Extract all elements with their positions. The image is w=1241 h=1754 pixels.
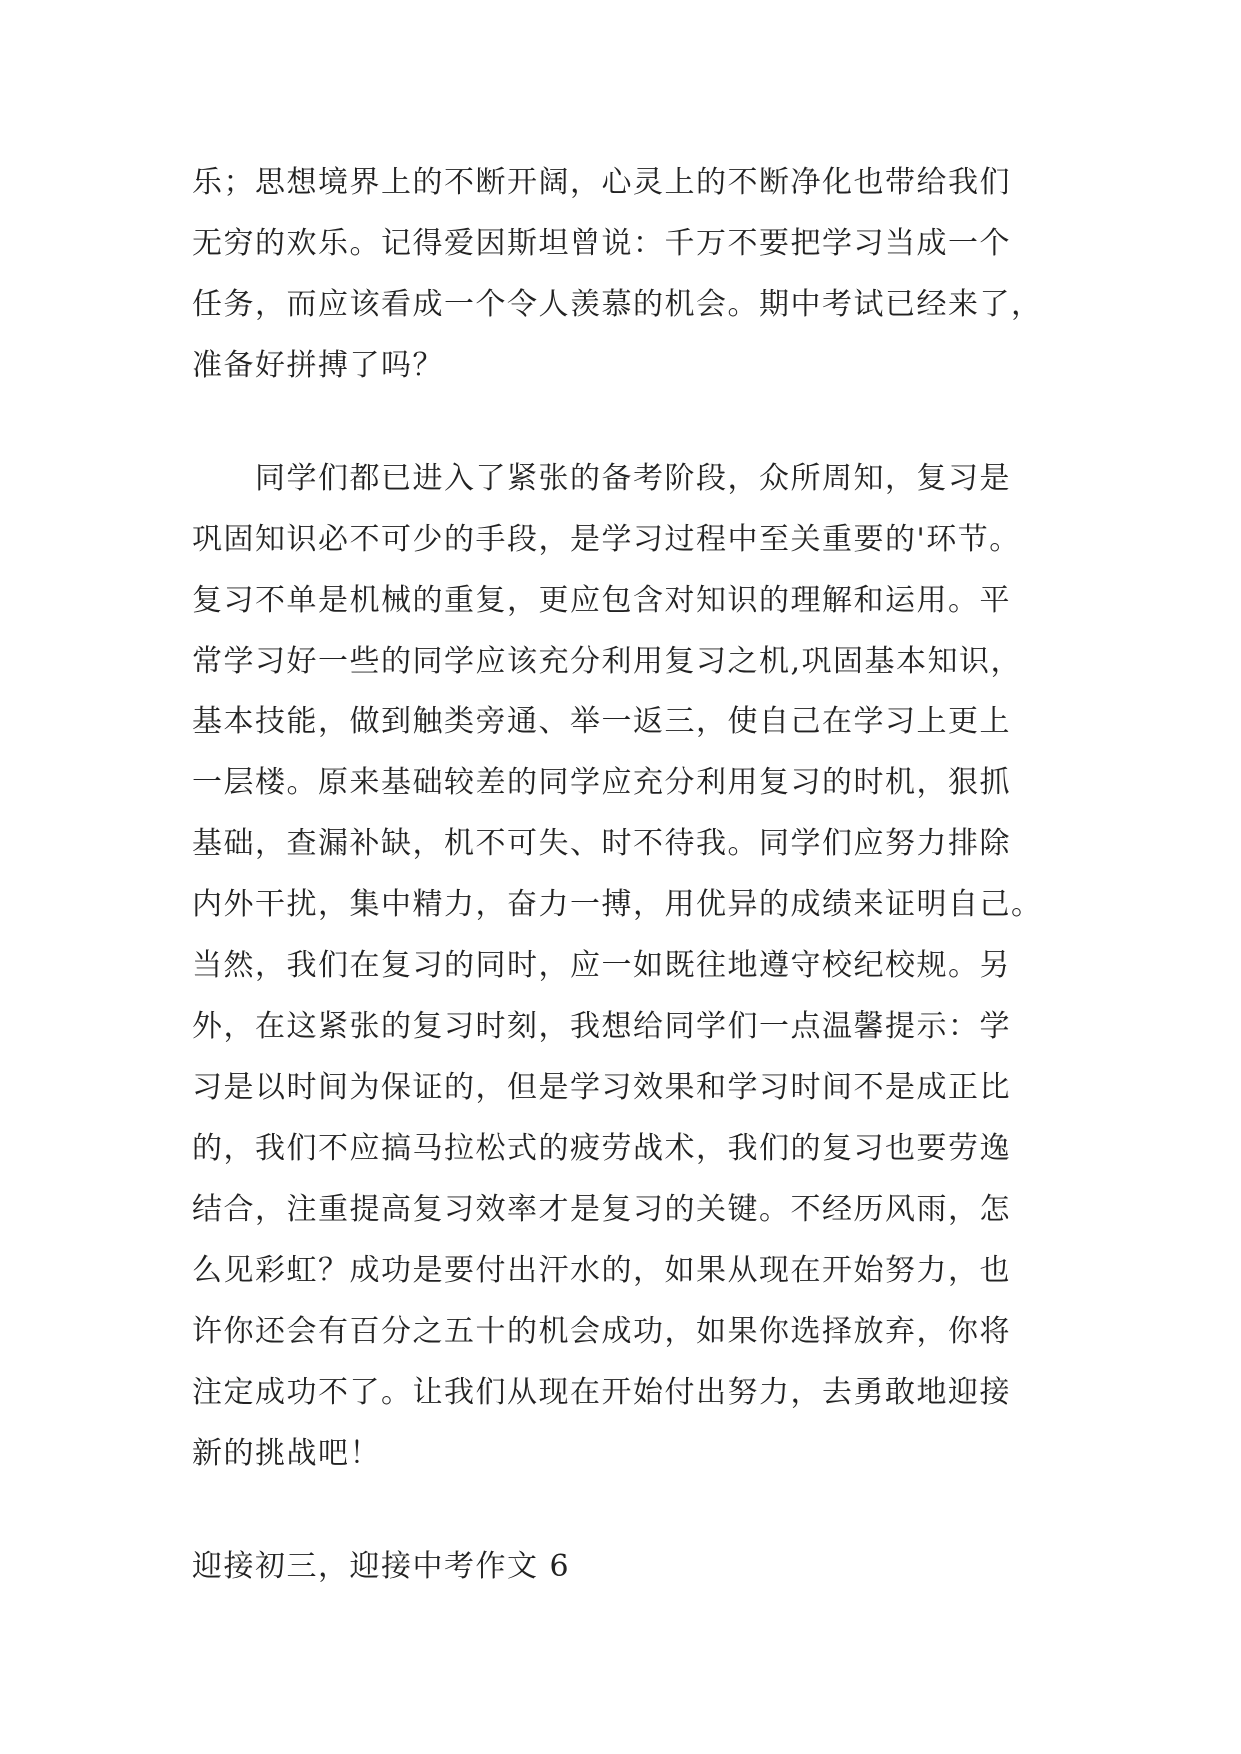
paragraph-line: 巩固知识必不可少的手段，是学习过程中至关重要的'环节。 <box>192 522 1021 557</box>
paragraph-line: 的，我们不应搞马拉松式的疲劳战术，我们的复习也要劳逸 <box>192 1131 1011 1166</box>
paragraph-line: 复习不单是机械的重复，更应包含对知识的理解和运用。平 <box>192 583 1011 618</box>
paragraph-line: 任务，而应该看成一个令人羡慕的机会。期中考试已经来了， <box>192 287 1043 322</box>
paragraph-line: 当然，我们在复习的同时，应一如既往地遵守校纪校规。另 <box>192 948 1011 983</box>
paragraph-line: 常学习好一些的同学应该充分利用复习之机,巩固基本知识， <box>192 644 1023 679</box>
paragraph-line: 许你还会有百分之五十的机会成功，如果你选择放弃，你将 <box>192 1314 1011 1349</box>
paragraph-line: 结合，注重提高复习效率才是复习的关键。不经历风雨，怎 <box>192 1192 1011 1227</box>
paragraph-line: 外，在这紧张的复习时刻，我想给同学们一点温馨提示：学 <box>192 1009 1011 1044</box>
paragraph-line: 基本技能，做到触类旁通、举一返三，使自己在学习上更上 <box>192 704 1011 739</box>
paragraph-line: 注定成功不了。让我们从现在开始付出努力，去勇敢地迎接 <box>192 1375 1011 1410</box>
paragraph-line: 准备好拼搏了吗？ <box>192 348 444 383</box>
paragraph-line: 新的挑战吧！ <box>192 1436 381 1471</box>
paragraph-line: 基础，查漏补缺，机不可失、时不待我。同学们应努力排除 <box>192 826 1011 861</box>
section-heading: 迎接初三，迎接中考作文 6 <box>192 1549 571 1584</box>
paragraph-line: 一层楼。原来基础较差的同学应充分利用复习的时机，狠抓 <box>192 765 1011 800</box>
paragraph-line: 内外干扰，集中精力，奋力一搏，用优异的成绩来证明自己。 <box>192 887 1043 922</box>
paragraph-line: 么见彩虹？成功是要付出汗水的，如果从现在开始努力，也 <box>192 1253 1011 1288</box>
paragraph-line: 无穷的欢乐。记得爱因斯坦曾说：千万不要把学习当成一个 <box>192 226 1011 261</box>
paragraph-line: 同学们都已进入了紧张的备考阶段，众所周知，复习是 <box>192 461 1011 496</box>
paragraph-line: 乐；思想境界上的不断开阔，心灵上的不断净化也带给我们 <box>192 165 1011 200</box>
paragraph-line: 习是以时间为保证的，但是学习效果和学习时间不是成正比 <box>192 1070 1011 1105</box>
